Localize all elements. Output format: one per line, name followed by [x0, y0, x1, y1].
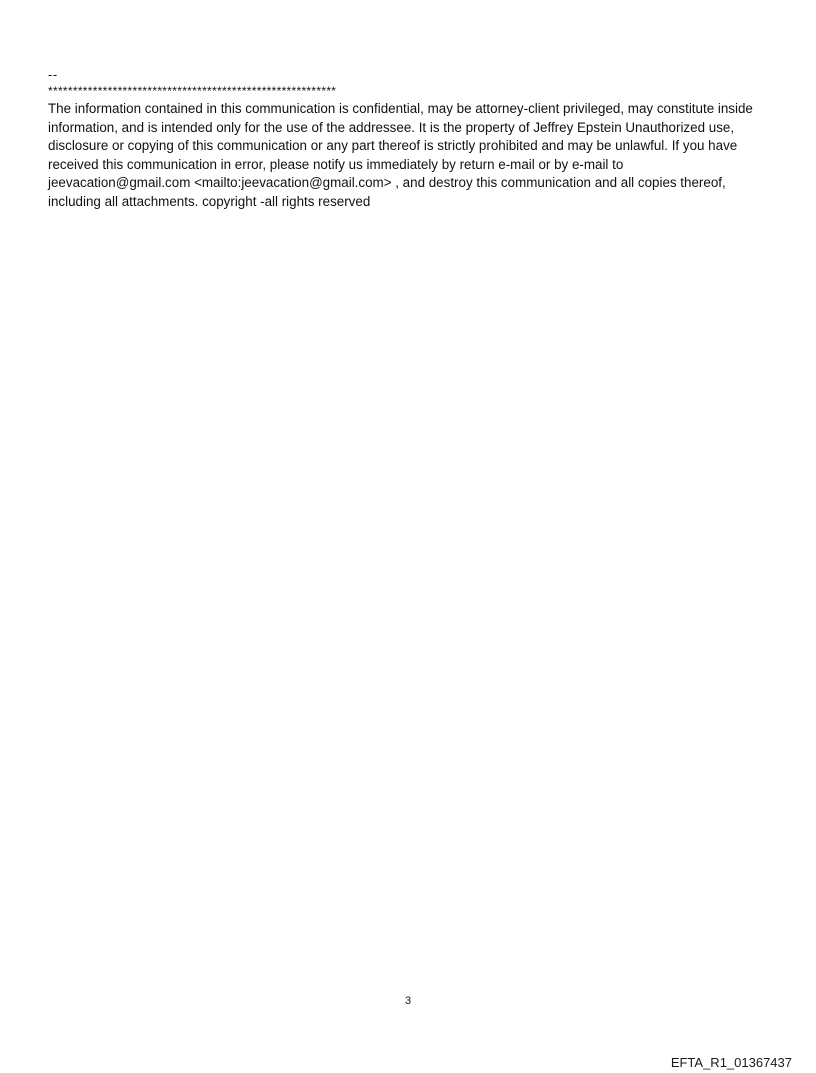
- asterisk-divider: **********************************************************: [48, 84, 337, 98]
- document-id: EFTA_R1_01367437: [670, 1055, 792, 1070]
- page-number: 3: [404, 995, 412, 1007]
- confidentiality-disclaimer: The information contained in this communication is confidential, may be attorney-client privileged, may constitute inside information, and is intended only for the use of the addressee. It is the property of Jeffrey Epstein Unauthorized use, disclosure or copying of this communication or any part thereof is strictly prohibited and may be unlawful. If you have received this communication in error, please notify us immediately by return e-mail or by e-mail to jeevacation@gmail.com <mailto:jeevacation@gmail.com> , and destroy this communication and all copies thereof, including all attachments. copyright -all rights reserved: [48, 101, 753, 209]
- signature-separator: --: [48, 67, 58, 82]
